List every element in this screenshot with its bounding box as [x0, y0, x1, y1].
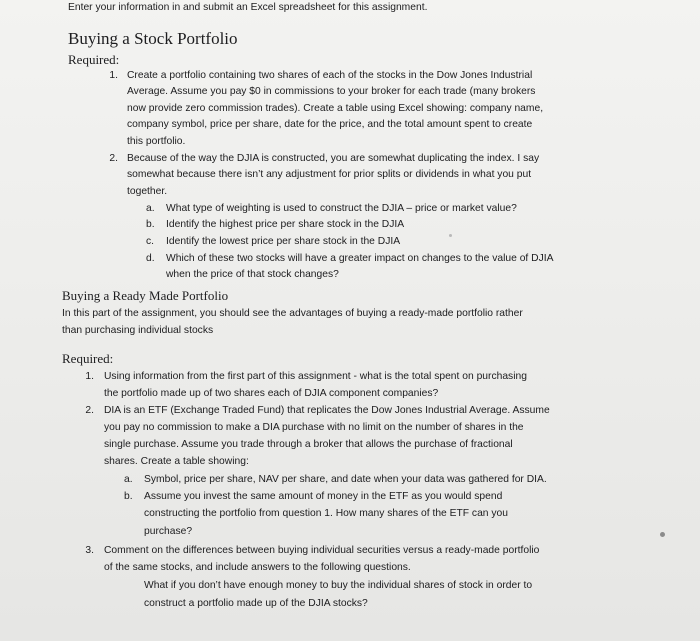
item-text: of the same stocks, and include answers to the following questions. — [104, 562, 411, 573]
required-label: Required: — [68, 52, 120, 67]
item-number: 2. — [109, 153, 118, 164]
item-number: 1. — [109, 70, 118, 81]
item-text: construct a portfolio made up of the DJIA stocks? — [144, 598, 368, 609]
item-text: Create a portfolio containing two shares of each of the stocks in the Dow Jones Industrial — [127, 70, 533, 81]
item-number: 3. — [85, 545, 94, 556]
item-text: shares. Create a table showing: — [104, 456, 249, 467]
item-text: together. — [127, 186, 168, 197]
item-text: DIA is an ETF (Exchange Traded Fund) that replicates the Dow Jones Industrial Average. Assume — [104, 405, 550, 416]
subitem-text: Assume you invest the same amount of money in the ETF as you would spend — [144, 491, 503, 502]
subitem-letter: b. — [124, 491, 133, 502]
item-text: somewhat because there isn’t any adjustment for prior splits or dividends in what you put — [127, 169, 532, 180]
item-text: Average. Assume you pay $0 in commissions to your broker for each trade (many brokers — [127, 86, 536, 97]
subitem-text: Identify the lowest price per share stock in the DJIA — [166, 236, 401, 247]
item-text: Using information from the first part of this assignment - what is the total spent on purchasing — [104, 371, 527, 382]
subitem-letter: a. — [146, 203, 155, 214]
item-text: the portfolio made up of two shares each of DJIA component companies? — [104, 388, 439, 399]
item-text: Comment on the differences between buying individual securities versus a ready-made portfolio — [104, 545, 540, 556]
subitem-text: Which of these two stocks will have a greater impact on changes to the value of DJIA — [166, 253, 554, 264]
item-text: now provide zero commission trades). Create a table using Excel showing: company name, — [127, 103, 544, 114]
required-label: Required: — [62, 351, 114, 366]
section-title: Buying a Ready Made Portfolio — [62, 288, 229, 303]
subitem-text: when the price of that stock changes? — [166, 269, 339, 280]
subitem-text: Symbol, price per share, NAV per share, and date when your data was gathered for DIA. — [144, 474, 547, 485]
scroll-indicator[interactable] — [660, 532, 665, 537]
subitem-letter: d. — [146, 253, 155, 264]
subitem-text: purchase? — [144, 526, 193, 537]
item-text: What if you don’t have enough money to buy the individual shares of stock in order to — [144, 580, 533, 591]
subitem-letter: a. — [124, 474, 133, 485]
instruction-text: Enter your information in and submit an Excel spreadsheet for this assignment. — [68, 2, 428, 13]
item-text: company symbol, price per share, date for the price, and the total amount spent to create — [127, 119, 533, 130]
item-text: single purchase. Assume you trade through a broker that allows the purchase of fractional — [104, 439, 513, 450]
item-text: Because of the way the DJIA is constructed, you are somewhat duplicating the index. I say — [127, 153, 540, 164]
subitem-text: constructing the portfolio from question 1. How many shares of the ETF can you — [144, 508, 509, 519]
cursor-mark — [449, 234, 452, 237]
subitem-text: Identify the highest price per share stock in the DJIA — [166, 219, 405, 230]
intro-text: In this part of the assignment, you should see the advantages of buying a ready-made portfolio rather — [62, 308, 523, 319]
item-text: you pay no commission to make a DIA purchase with no limit on the number of shares in the — [104, 422, 524, 433]
subitem-letter: b. — [146, 219, 155, 230]
item-text: this portfolio. — [127, 136, 186, 147]
section-title: Buying a Stock Portfolio — [68, 29, 238, 48]
item-number: 2. — [85, 405, 94, 416]
item-number: 1. — [85, 371, 94, 382]
subitem-letter: c. — [146, 236, 155, 247]
subitem-text: What type of weighting is used to construct the DJIA – price or market value? — [166, 203, 517, 214]
intro-text: than purchasing individual stocks — [62, 325, 214, 336]
